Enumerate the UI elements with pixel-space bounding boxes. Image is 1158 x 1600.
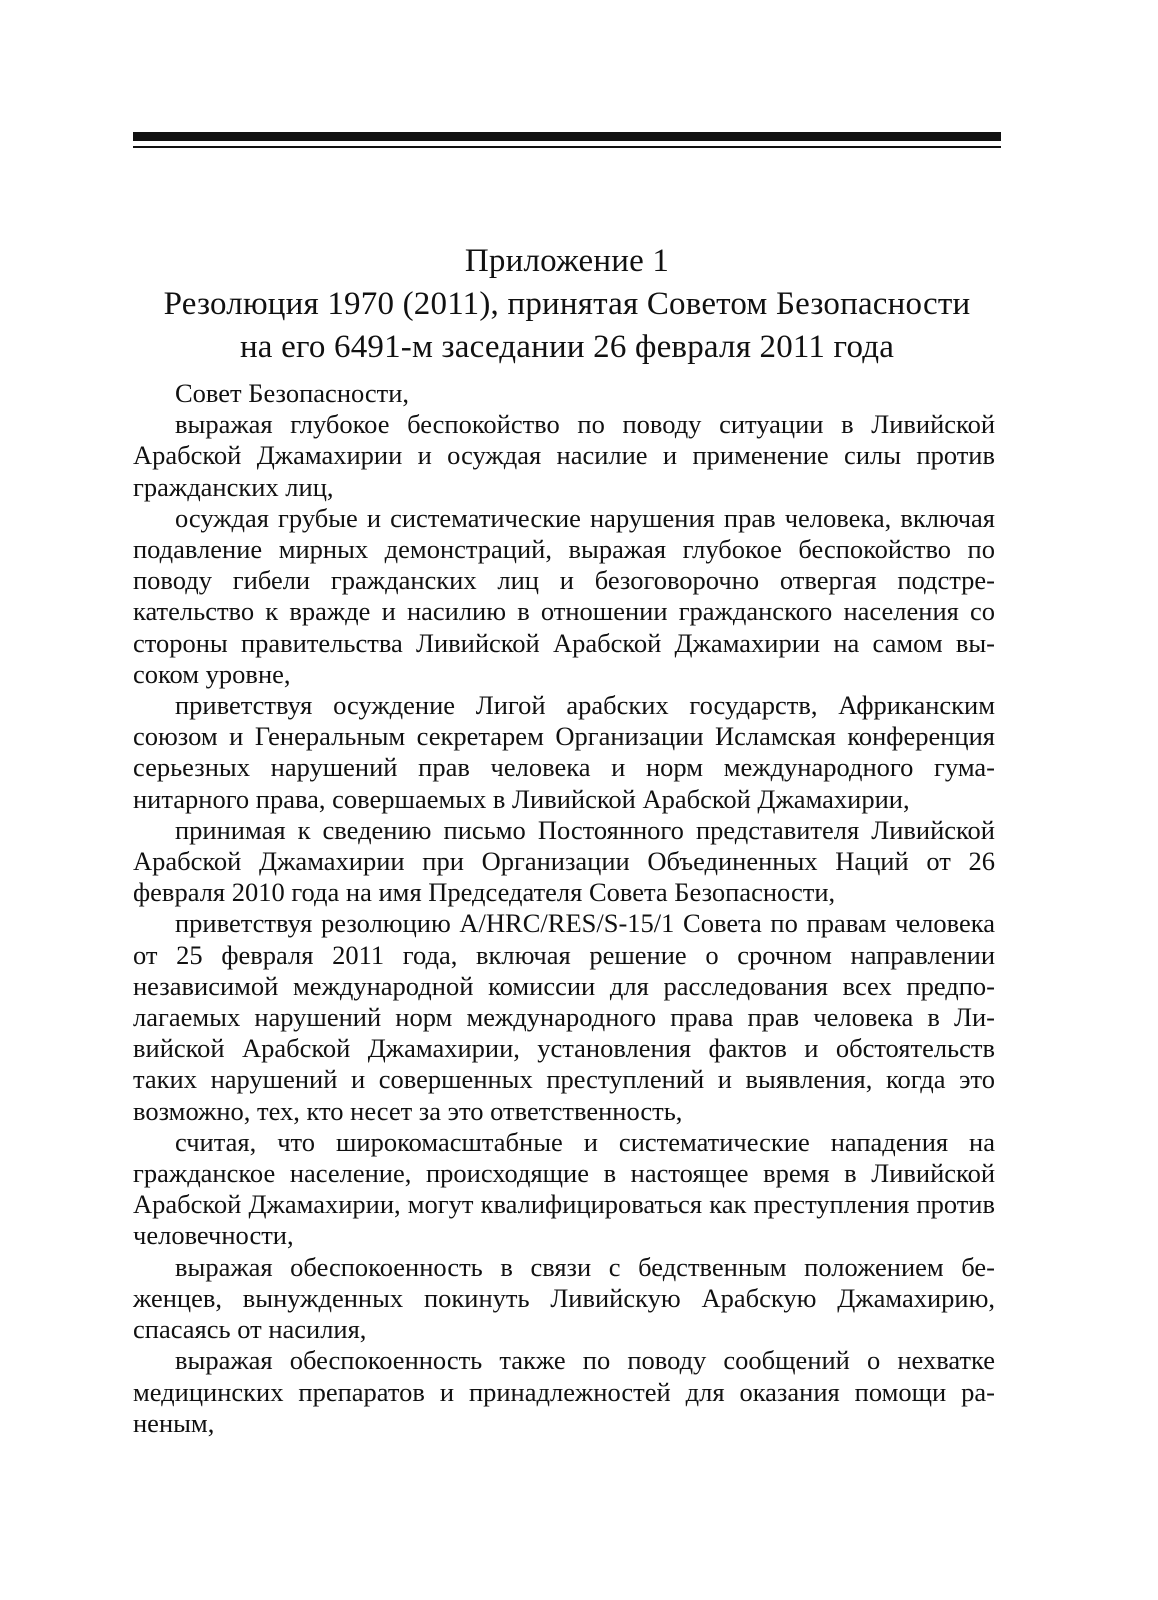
annex-title: Приложение 1 <box>464 243 670 279</box>
preamble-paragraph-4: принимая к сведению письмо Постоянного представителя Ливийской Арабской Джамахирии при Организации Объединенных Наций от 26 февраля 2010 года на имя Председателя Совета Безопасности, <box>133 814 995 908</box>
preamble-paragraph-8: выражая обеспокоенность также по поводу сообщений о нехватке медицинских препаратов и принадлежностей для оказания помощи раненым, <box>133 1345 995 1438</box>
preamble-paragraph-7: выражая обеспокоенность в связи с бедственным положением беженцев, вынужденных покинуть Ливийскую Арабскую Джамахирию, спасаясь от насилия, <box>133 1251 995 1345</box>
preamble-paragraph-3: приветствуя осуждение Лигой арабских государств, Африканским союзом и Генеральным секретарем Организации Исламская конференция серьезных нарушений прав человека и норм международного гуманитарного права, совершаемых в Ливийской Арабской Джамахирии, <box>133 690 995 814</box>
header-rule-thin <box>133 146 1001 148</box>
preamble-paragraph-5: приветствуя резолюцию A/HRC/RES/S-15/1 Совета по правам человека от 25 февраля 2011 года, включая решение о срочном направлении независимой международной комиссии для расследования всех предполагаемых нарушений норм международного права прав человека в Ливийской Арабской Джамахирии, установления фактов и обстоятельств таких нарушений и совершенных преступлений и выявления, когда это возможно, тех, кто несет за это ответственность, <box>133 908 995 1126</box>
resolution-body <box>133 378 995 1439</box>
opening-line: Совет Безопасности, <box>175 378 410 408</box>
preamble-paragraph-6: считая, что широкомасштабные и систематические нападения на гражданское население, происходящие в настоящее время в Ливийской Арабской Джамахирии, могут квалифицироваться как преступления против человечности, <box>133 1126 995 1251</box>
meeting-subtitle: на его 6491-м заседании 26 февраля 2011 года <box>239 329 895 365</box>
preamble-paragraph-2: осуждая грубые и систематические нарушения прав человека, включая подавление мирных демонстраций, выражая глубокое беспокойство по поводу гибели гражданских лиц и безоговорочно отвергая подстрекательство к вражде и насилию в отношении гражданского населения со стороны правительства Ливийской Арабской Джамахирии на самом высоком уровне, <box>133 502 995 689</box>
annex-heading <box>133 240 1001 369</box>
resolution-title: Резолюция 1970 (2011), принятая Советом Безопасности <box>163 286 971 322</box>
preamble-paragraph-1: выражая глубокое беспокойство по поводу ситуации в Ливийской Арабской Джамахирии и осуждая насилие и применение силы против гражданских лиц, <box>133 409 995 502</box>
header-rule-thick <box>133 132 1001 141</box>
